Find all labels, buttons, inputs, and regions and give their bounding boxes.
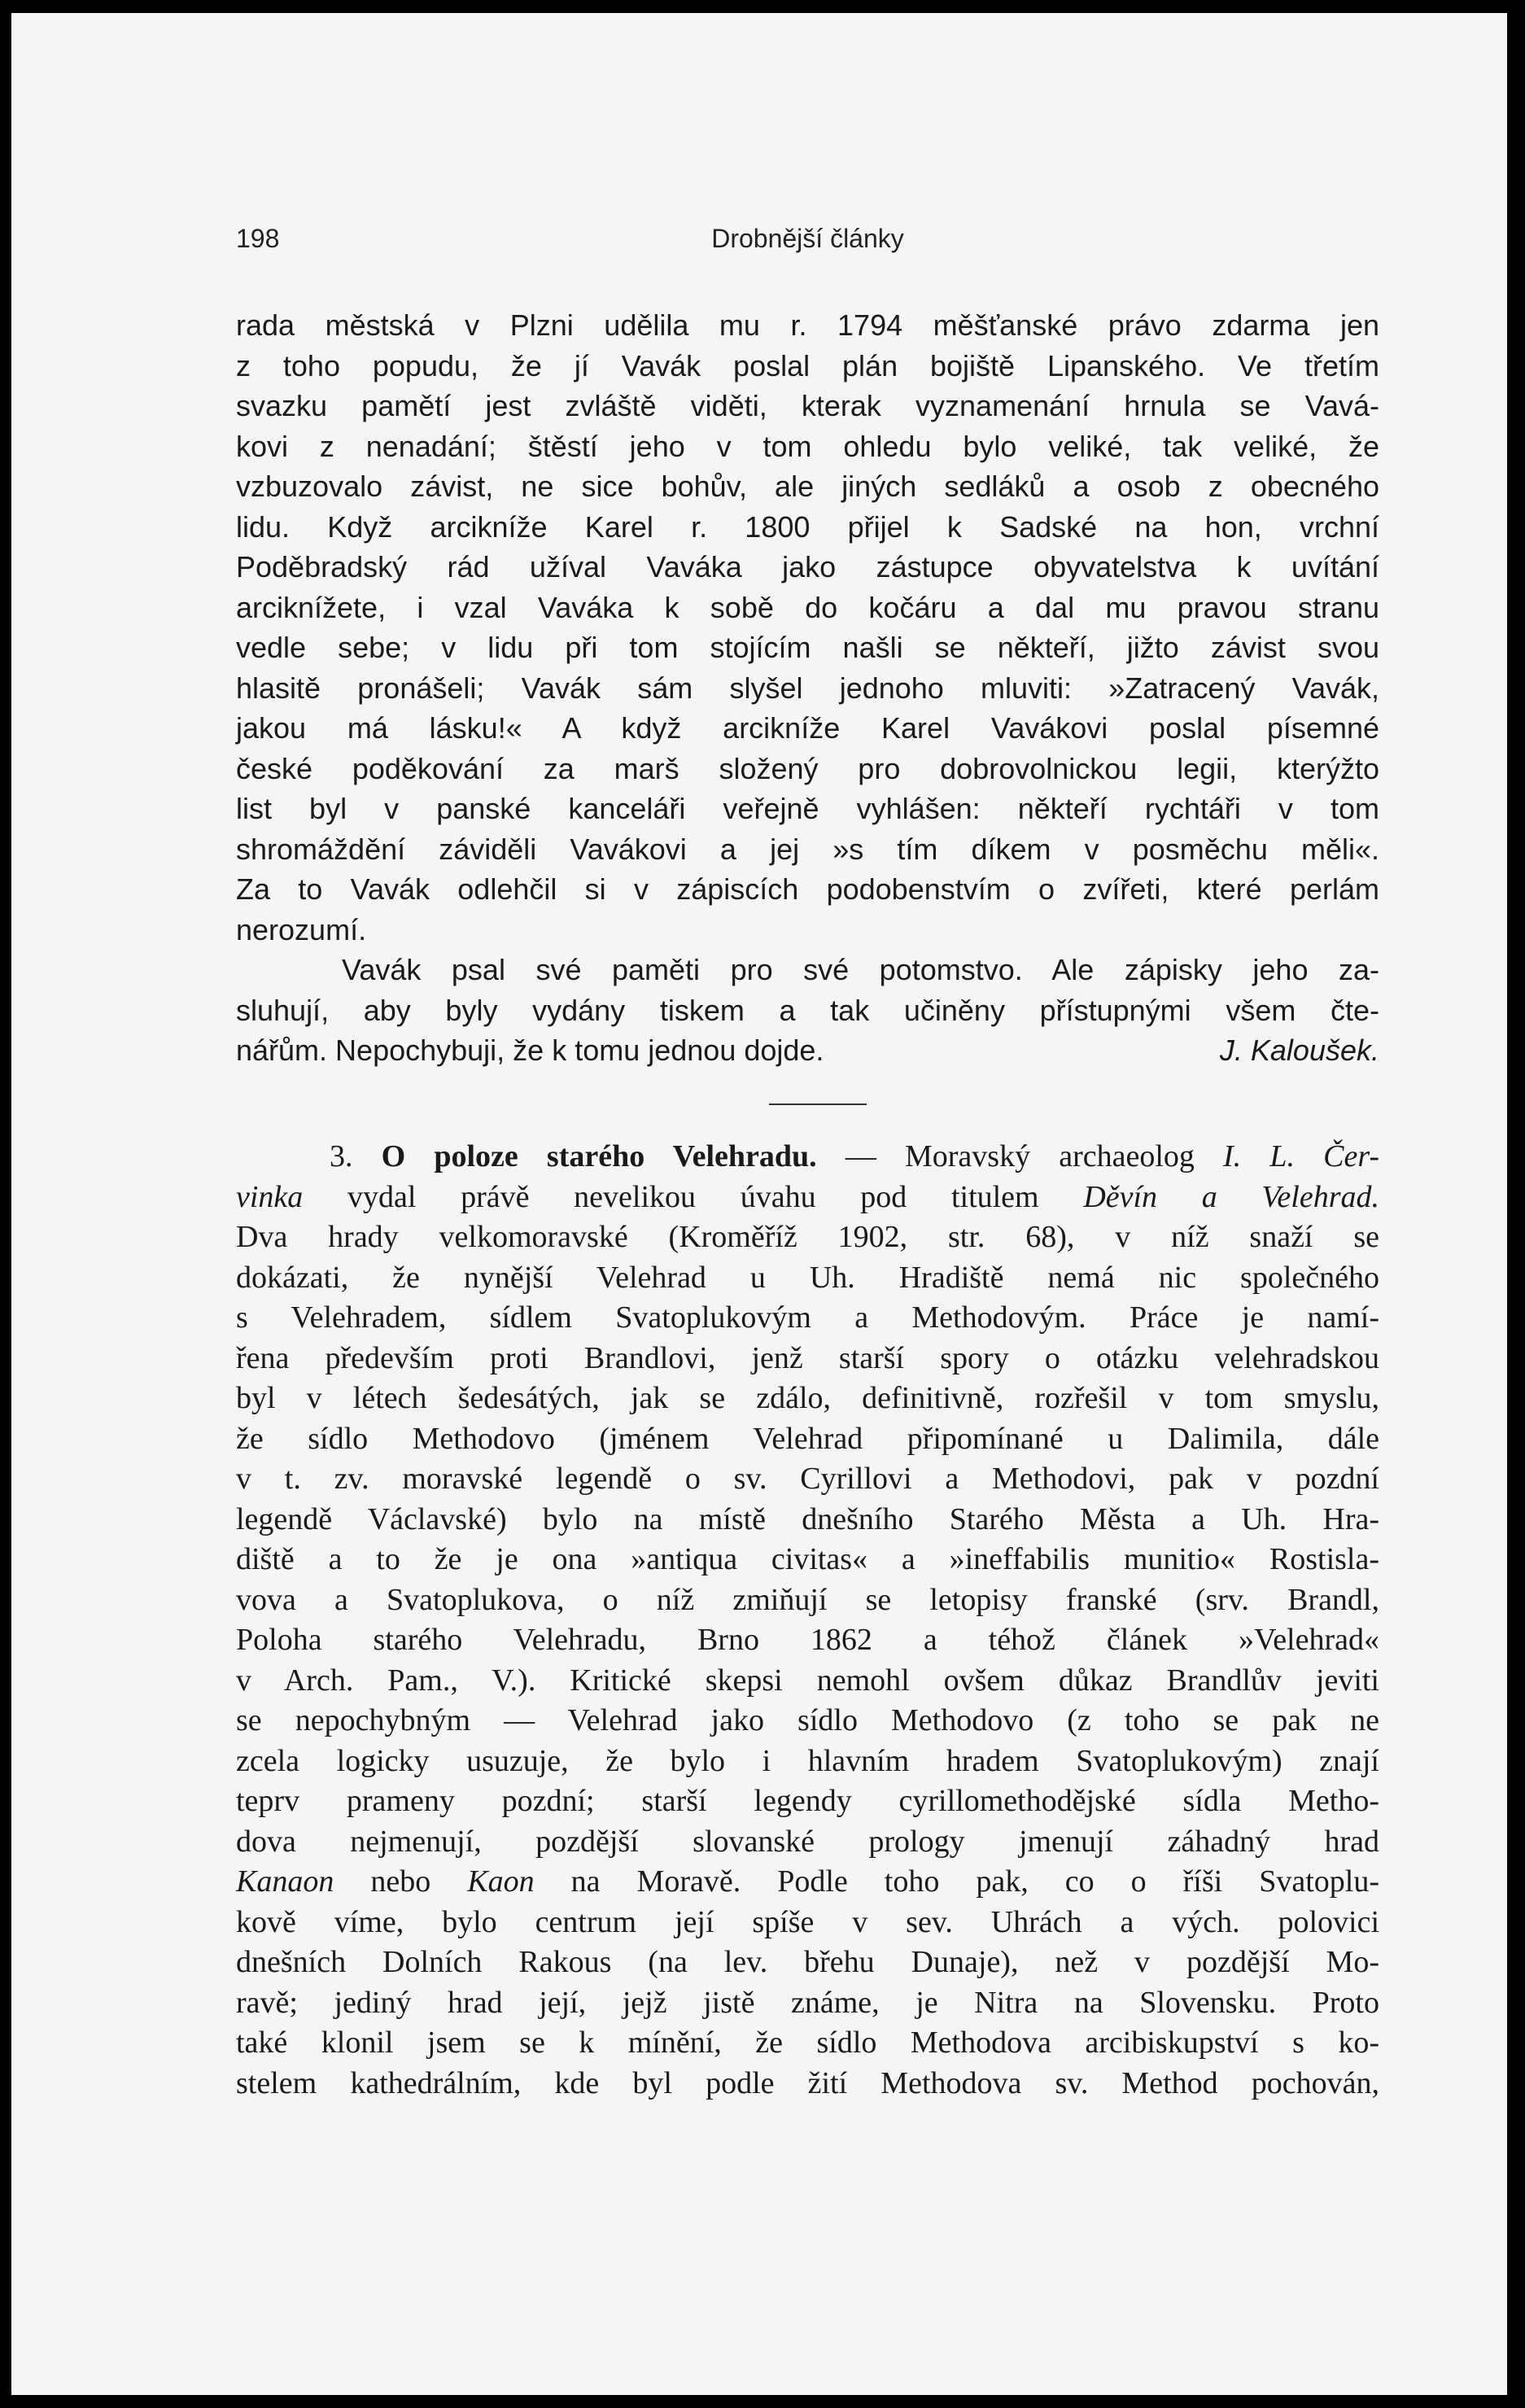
text-line: řena především proti Brandlovi, jenž starší spory o otázku velehradskou	[236, 1340, 1379, 1375]
text-line: vzbuzovalo závist, ne sice bohův, ale jiných sedláků a osob z obecného	[236, 470, 1379, 503]
text-line: lidu. Když arcikníže Karel r. 1800 přijel k Sadské na hon, vrchní	[236, 509, 1379, 544]
section-vavak	[236, 305, 1379, 1071]
text-line: s Velehradem, sídlem Svatoplukovým a Methodovým. Práce je namí-	[236, 1300, 1379, 1335]
section-velehrad-line-2	[236, 1178, 1379, 1218]
text-line: teprv prameny pozdní; starší legendy cyrillomethodějské sídla Metho-	[236, 1784, 1379, 1818]
text-line: také klonil jsem se k mínění, že sídlo Methodova arcibiskupství s ko-	[236, 2026, 1379, 2060]
section-vavak-paragraph	[236, 305, 1379, 950]
text-line: zcela logicky usuzuje, že bylo i hlavním hradem Svatoplukovým) znají	[236, 1743, 1379, 1778]
text-line: dokázati, že nynější Velehrad u Uh. Hradiště nemá nic společného	[236, 1260, 1379, 1295]
text-line: se nepochybným — Velehrad jako sídlo Methodovo (z toho se pak ne	[236, 1703, 1379, 1737]
section-velehrad	[236, 1137, 1379, 2104]
line-2-text: vydal právě nevelikou úvahu pod titulem	[303, 1179, 1084, 1214]
section-title: O poloze starého Velehradu.	[381, 1139, 817, 1173]
closing-text: nářům. Nepochybuji, že k tomu jednou dojde.	[236, 1034, 824, 1067]
text-line: dova nejmenují, pozdější slovanské prology jmenují záhadný hrad	[236, 1824, 1379, 1859]
author-surname: vinka	[236, 1179, 304, 1214]
kanaon-word: Kanaon	[236, 1864, 334, 1899]
heading-dash-text: — Moravský archaeolog	[816, 1139, 1195, 1173]
kaon-word: Kaon	[467, 1864, 535, 1899]
page-header	[236, 224, 1379, 264]
kanaon-rest: na Moravě. Podle toho pak, co o říši Svatoplu-	[534, 1864, 1379, 1899]
text-line: Vavák psal své paměti pro své potomstvo. Ale zápisky jeho za-	[342, 953, 1379, 986]
text-line: dnešních Dolních Rakous (na lev. břehu Dunaje), než v pozdější Mo-	[236, 1945, 1379, 1979]
text-line: arciknížete, i vzal Vaváka k sobě do kočáru a dal mu pravou stranu	[236, 590, 1379, 624]
text-line: legendě Václavské) bylo na místě dnešního Starého Města a Uh. Hra-	[236, 1501, 1379, 1536]
section-vavak-paragraph-2	[236, 950, 1379, 1030]
text-line: v t. zv. moravské legendě o sv. Cyrillovi a Methodovi, pak v pozdní	[236, 1462, 1379, 1496]
text-line: svazku pamětí jest zvláště viděti, kterak vyznamenání hrnula se Vavá-	[236, 389, 1379, 422]
page-number: 198	[236, 224, 280, 253]
kanaon-line	[236, 1862, 1379, 1903]
text-line: kovi z nenadání; štěstí jeho v tom ohledu bylo veliké, tak veliké, že	[236, 429, 1379, 463]
kanaon-mid: nebo	[334, 1864, 468, 1899]
text-line: list byl v panské kanceláři veřejně vyhlášen: někteří rychtáři v tom	[236, 792, 1379, 825]
section-velehrad-heading-line	[236, 1137, 1379, 1178]
running-title: Drobnější články	[711, 224, 904, 253]
text-line: byl v létech šedesátých, jak se zdálo, definitivně, rozřešil v tom smyslu,	[236, 1381, 1379, 1415]
text-line: české poděkování za marš složený pro dobrovolnickou legii, kterýžto	[236, 751, 1379, 785]
section-velehrad-paragraph	[236, 1217, 1379, 1862]
author-initials: I. L. Čer-	[1223, 1139, 1379, 1173]
text-line: vova a Svatoplukova, o níž zmiňují se letopisy franské (srv. Brandl,	[236, 1582, 1379, 1617]
closing-line	[236, 1030, 1379, 1071]
text-line: rada městská v Plzni udělila mu r. 1794 měšťanské právo zdarma jen	[236, 308, 1379, 342]
text-line: diště a to že je ona »antiqua civitas« a »ineffabilis munitio« Rostisla-	[236, 1542, 1379, 1576]
text-line: z toho popudu, že jí Vavák poslal plán bojiště Lipanského. Ve třetím	[236, 348, 1379, 382]
book-title: Děvín a Velehrad.	[1083, 1179, 1380, 1214]
section-divider	[769, 1103, 867, 1105]
text-line: Poloha starého Velehradu, Brno 1862 a téhož článek »Velehrad«	[236, 1623, 1379, 1657]
author-signature: J. Kaloušek.	[1219, 1034, 1379, 1067]
section-velehrad-paragraph-tail	[236, 1903, 1379, 2104]
text-line: nerozumí.	[236, 912, 367, 946]
text-line: kově víme, bylo centrum její spíše v sev. Uhrách a vých. polovici	[236, 1904, 1379, 1939]
text-line: ravě; jediný hrad její, jejž jistě známe, je Nitra na Slovensku. Proto	[236, 1985, 1379, 2020]
text-line: hlasitě pronášeli; Vavák sám slyšel jednoho mluviti: »Zatracený Vavák,	[236, 671, 1379, 705]
text-line: Poděbradský rád užíval Vaváka jako zástupce obyvatelstva k uvítání	[236, 550, 1379, 583]
text-line: jakou má lásku!« A když arcikníže Karel Vavákovi poslal písemné	[236, 711, 1379, 745]
text-line: stelem kathedrálním, kde byl podle žití Methodova sv. Method pochován,	[236, 2065, 1379, 2100]
text-line: že sídlo Methodovo (jménem Velehrad připomínané u Dalimila, dále	[236, 1421, 1379, 1456]
text-line: v Arch. Pam., V.). Kritické skepsi nemohl ovšem důkaz Brandlův jeviti	[236, 1663, 1379, 1698]
text-line: Za to Vavák odlehčil si v zápiscích podobenstvím o zvířeti, které perlám	[236, 872, 1379, 906]
section-number: 3.	[330, 1139, 353, 1173]
text-line: shromáždění záviděli Vavákovi a jej »s tím díkem v posměchu měli«.	[236, 832, 1379, 866]
text-line: sluhují, aby byly vydány tiskem a tak učiněny přístupnými všem čte-	[236, 993, 1379, 1027]
text-line: Dva hrady velkomoravské (Kroměříž 1902, str. 68), v níž snaží se	[236, 1220, 1379, 1254]
text-line: vedle sebe; v lidu při tom stojícím našli se někteří, jižto závist svou	[236, 631, 1379, 664]
